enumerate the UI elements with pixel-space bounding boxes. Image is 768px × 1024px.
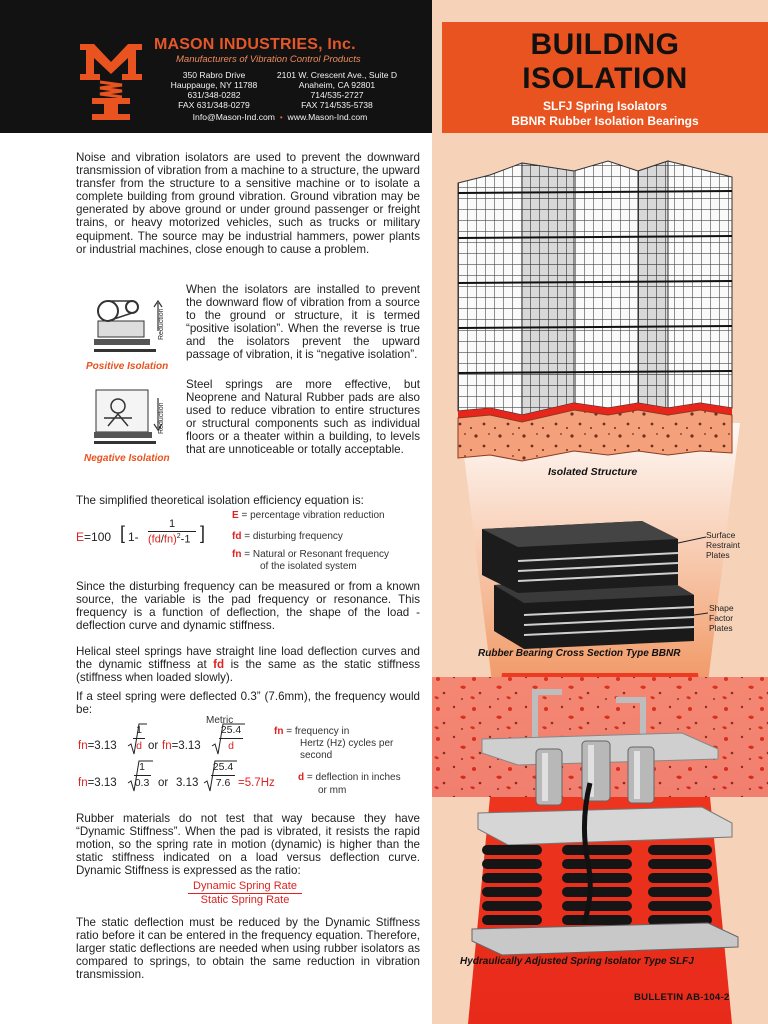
mason-logo-icon <box>78 40 144 122</box>
positive-isolation-paragraph: When the isolators are installed to prevent the downward flow of vibration from a source to the ground or structure, it is termed “positive isolation”. When the reverse is true and the isolators prevent the upward passage of vibration, it is “negative isolation”. <box>186 283 420 362</box>
eq-bracket-open: [ <box>120 523 126 543</box>
frac-den: d <box>136 740 142 752</box>
frac-bar <box>133 738 145 739</box>
formula-or: or <box>158 777 169 789</box>
building-illustration <box>458 161 732 461</box>
address-line: 2101 W. Crescent Ave., Suite D <box>276 70 398 80</box>
formula-fn-metric <box>162 740 201 752</box>
formula-fn: fn <box>78 740 88 752</box>
def-E <box>232 510 385 521</box>
eq-numerator: 1 <box>168 518 176 530</box>
def-fn <box>232 549 389 573</box>
company-name: MASON INDUSTRIES, Inc. <box>154 36 356 53</box>
reduction-label-positive: Reduction <box>158 308 165 340</box>
helical-text: Helical steel springs have straight line load deflection curves and the dynamic stiffness at <box>76 645 420 672</box>
def-symbol: fd <box>232 531 242 542</box>
page-title-line2: ISOLATION <box>522 62 688 95</box>
eq-prefix: =100 <box>84 530 112 544</box>
fax-line: FAX 714/535-5738 <box>301 100 373 110</box>
frac-num: 25.4 <box>220 724 242 736</box>
address-line: Hauppauge, NY 11788 <box>170 80 258 90</box>
def-symbol: fn <box>274 726 284 737</box>
label-line: Shape <box>709 603 734 613</box>
email-link[interactable]: Info@Mason-Ind.com <box>192 112 275 122</box>
address-new-york <box>148 70 280 110</box>
eq-tail: -1 <box>180 533 191 546</box>
def-text: = percentage vibration reduction <box>241 510 385 521</box>
label-line: Plates <box>706 550 730 560</box>
address-line: 350 Rabro Drive <box>182 70 246 80</box>
frac-bar <box>219 738 243 739</box>
subtitle-bbnr: BBNR Rubber Isolation Bearings <box>511 114 699 128</box>
static-deflection-paragraph: The static deflection must be reduced by the Dynamic Stiffness ratio before it can be entered in the frequency equation. Therefore, larger static deflections are needed when using rubber isolators as compared to springs, to obtain the same reduction in vibration transmission. <box>76 916 420 982</box>
eq-fn: fn) <box>163 533 177 546</box>
surface-restraint-label <box>706 530 740 560</box>
separator-dot: • <box>279 112 283 122</box>
helical-springs-paragraph <box>76 645 420 684</box>
def-symbol: fn <box>232 549 242 560</box>
frac-den: 7.6 <box>215 777 231 789</box>
def-text: = frequency in <box>286 726 350 737</box>
label-line: Plates <box>709 623 733 633</box>
positive-isolation-caption: Positive Isolation <box>86 361 169 372</box>
contact-line <box>150 112 410 122</box>
disturbing-frequency-paragraph: Since the disturbing frequency can be measured or from a known source, the variable is the pad frequency or resonance. This frequency is a function of deflection, the shape of the load - deflection curve and dynamic stiffness. <box>76 580 420 633</box>
def-symbol: d <box>298 772 305 783</box>
formula-coef2: 3.13 <box>176 777 199 789</box>
def-fn-frequency <box>274 726 393 762</box>
def-text: second <box>300 750 333 761</box>
formula-or: or <box>148 740 159 752</box>
frac-num: 1 <box>139 761 145 773</box>
website-link[interactable]: www.Mason-Ind.com <box>287 112 368 122</box>
efficiency-equation <box>76 530 111 544</box>
ratio-numerator: Dynamic Spring Rate <box>193 880 297 892</box>
frac-den: d <box>228 740 234 752</box>
label-line: Restraint <box>706 540 741 550</box>
formula-result: =5.7Hz <box>238 777 275 789</box>
metric-label: Metric <box>206 715 234 726</box>
eq-one-minus: 1- <box>128 530 139 544</box>
eq-bracket-close: ] <box>200 523 206 543</box>
reduction-label-negative: Reduction <box>158 402 165 434</box>
formula-fn: fn <box>78 777 88 789</box>
subtitle-slfj: SLFJ Spring Isolators <box>542 99 668 113</box>
def-text: = deflection in inches <box>306 772 401 783</box>
address-line: Anaheim, CA 92801 <box>298 80 376 90</box>
bearing-caption: Rubber Bearing Cross Section Type BBNR <box>478 648 681 659</box>
def-text: of the isolated system <box>260 561 357 572</box>
def-d-deflection <box>298 771 401 797</box>
formula-coef: =3.13 <box>87 777 117 789</box>
label-line: Surface <box>706 530 736 540</box>
bulletin-number: BULLETIN AB-104-2 <box>634 992 730 1003</box>
eq-fraction-bar <box>148 531 196 532</box>
intro-paragraph: Noise and vibration isolators are used to prevent the downward transmission of vibration from a machine to a structure, the upward transfer from the structure to a sensitive machine or to isolate a complete building from ground vibration. Ground vibration may be generated by above ground or under ground passenger or freight trains, or heavy motorized vehicles, such as trucks or military equipment. The source may be industrial hammers, power plants or industrial machines, close enough to cause a problem. <box>76 151 420 256</box>
def-fd <box>232 531 343 542</box>
eq-power: 2 <box>176 533 181 540</box>
def-text: = disturbing frequency <box>244 531 343 542</box>
phone-line: 714/535-2727 <box>310 90 364 100</box>
def-symbol: E <box>232 510 239 521</box>
fax-line: FAX 631/348-0279 <box>178 100 250 110</box>
eq-slash: / <box>160 533 164 546</box>
helical-text: is the same as the static stiffness (stiffness when loaded slowly). <box>76 658 420 685</box>
right-illustration-panel <box>432 133 768 1024</box>
formula-coef: =3.13 <box>87 740 117 752</box>
spring-isolator-caption: Hydraulically Adjusted Spring Isolator Type SLFJ <box>460 956 694 967</box>
isolated-structure-caption: Isolated Structure <box>548 466 638 478</box>
equation-intro: The simplified theoretical isolation efficiency equation is: <box>76 494 364 507</box>
address-california <box>268 70 406 110</box>
eq-fd: (fd <box>148 533 161 546</box>
shape-factor-label <box>709 603 734 633</box>
eq-E: E <box>76 530 85 544</box>
helical-fd: fd <box>213 658 225 672</box>
frac-bar <box>211 775 235 776</box>
illustration-canvas <box>432 133 768 1024</box>
formula-fn: fn <box>162 740 172 752</box>
formula-coef: =3.13 <box>171 740 201 752</box>
frac-num: 1 <box>136 724 142 736</box>
rubber-materials-paragraph: Rubber materials do not test that way because they have “Dynamic Stiffness”. When the pad is vibrated, it resists the rapid motion, so the spring rate in motion (dynamic) is higher than the static stiffness indicated on a load versus deflection curve. Dynamic Stiffness is expressed as the ratio: <box>76 812 420 878</box>
frac-num: 25.4 <box>212 761 234 773</box>
frac-bar <box>134 775 151 776</box>
formula-fn-calc <box>78 777 117 789</box>
eq-denominator <box>148 533 190 546</box>
def-text: or mm <box>318 785 347 796</box>
negative-isolation-caption: Negative Isolation <box>84 453 170 464</box>
company-tagline: Manufacturers of Vibration Control Products <box>176 54 361 65</box>
formula-fn-imperial <box>78 740 117 752</box>
steel-springs-paragraph: Steel springs are more effective, but Neoprene and Natural Rubber pads are also used to reduce vibration to entire structures or structural components such as individual floors or a theater within a building, to levels that are unnoticeable or totally acceptable. <box>186 378 420 457</box>
def-text: = Natural or Resonant frequency <box>244 549 390 560</box>
ratio-denominator: Static Spring Rate <box>200 894 290 906</box>
page-title-line1: BUILDING <box>530 28 680 61</box>
label-line: Factor <box>709 613 734 623</box>
steel-spring-frequency-paragraph: If a steel spring were deflected 0.3” (7.6mm), the frequency would be: <box>76 690 420 717</box>
frac-den: 0.3 <box>134 777 150 789</box>
rubber-bearing-illustration <box>482 521 708 649</box>
def-text: Hertz (Hz) cycles per <box>300 738 394 749</box>
phone-line: 631/348-0282 <box>187 90 241 100</box>
